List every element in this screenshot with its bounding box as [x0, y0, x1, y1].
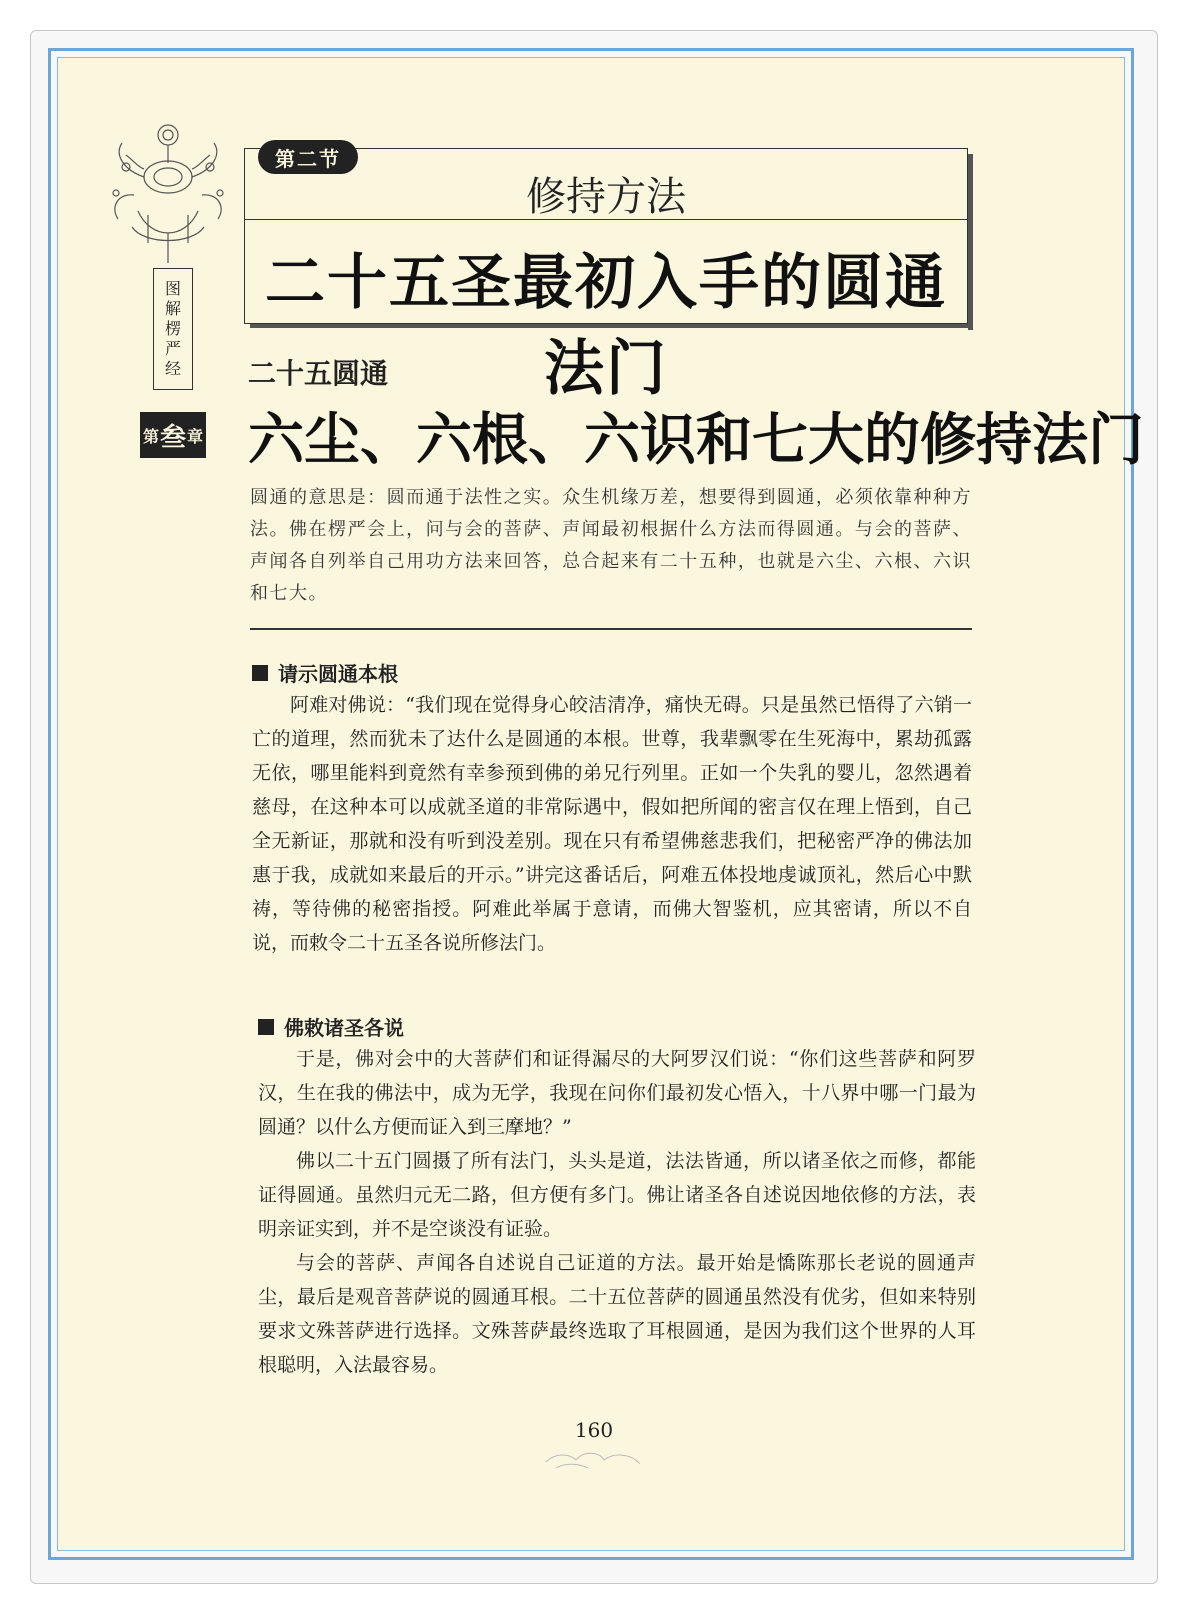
horizontal-rule: [250, 628, 972, 630]
paragraph: 与会的菩萨、声闻各自述说自己证道的方法。最开始是憍陈那长老说的圆通声尘，最后是观音菩萨说的圆通耳根。二十五位菩萨的圆通虽然没有优劣，但如来特别要求文殊菩萨进行选择。文殊菩萨最终选取了耳根圆通，是因为我们这个世界的人耳根聪明，入法最容易。: [258, 1252, 976, 1376]
square-bullet-icon: [258, 1019, 274, 1035]
square-bullet-icon: [252, 665, 268, 681]
sub-heading: [258, 1012, 404, 1041]
lotus-ornament-icon: [104, 115, 232, 265]
sub-heading: [252, 658, 398, 687]
book-title-vertical: [153, 268, 193, 390]
chapter-prefix: 第: [142, 426, 159, 446]
chapter-suffix: 章: [187, 426, 204, 446]
sub-heading-text: 佛敕诸圣各说: [284, 1016, 404, 1040]
intro-paragraph: 圆通的意思是：圆而通于法性之实。众生机缘万差，想要得到圆通，必须依靠种种方法。佛在楞严会上，问与会的菩萨、声闻最初根据什么方法而得圆通。与会的菩萨、声闻各自列举自己用功方法来回答，总合起来有二十五种，也就是六尘、六根、六识和七大。: [250, 487, 972, 604]
topic-label: 二十五圆通: [248, 357, 389, 390]
paragraph: 阿难对佛说：“我们现在觉得身心皎洁清净，痛快无碍。只是虽然已悟得了六销一亡的道理，然而犹未了达什么是圆通的本根。世尊，我辈飘零在生死海中，累劫孤露无依，哪里能料到竟然有幸参预到佛的弟兄行列里。正如一个失乳的婴儿，忽然遇着慈母，在这种本可以成就圣道的非常际遇中，假如把所闻的密言仅在理上悟到，自己全无新证，那就和没有听到没差别。现在只有希望佛慈悲我们，把秘密严净的佛法加惠于我，成就如来最后的开示。”讲完这番话后，阿难五体投地虔诚顶礼，然后心中默祷，等待佛的秘密指授。阿难此举属于意请，而佛大智鉴机，应其密请，所以不自说，而敕令二十五圣各说所修法门。: [252, 694, 972, 954]
paragraph: 于是，佛对会中的大菩萨们和证得漏尽的大阿罗汉们说：“你们这些菩萨和阿罗汉，生在我的佛法中，成为无学，我现在问你们最初发心悟入，十八界中哪一门最为圆通？以什么方便而证入到三摩地？”: [258, 1048, 976, 1138]
section-divider: [245, 219, 967, 220]
page-number: 160: [574, 1418, 614, 1442]
book-title-char: 经: [164, 359, 181, 378]
section-badge: 第二节: [258, 140, 358, 174]
section-title: 修持方法: [526, 174, 686, 220]
section-box-shadow: [968, 154, 973, 330]
paragraph: 佛以二十五门圆摄了所有法门，头头是道，法法皆通，所以诸圣依之而修，都能证得圆通。虽然归元无二路，但方便有多门。佛让诸圣各自述说因地依修的方法，表明亲证实到，并不是空谈没有证验。: [258, 1150, 976, 1240]
book-title-char: 图: [164, 279, 181, 298]
topic-heading: 六尘、六根、六识和七大的修持法门: [248, 407, 1144, 473]
body-text-block: [258, 1042, 976, 1382]
chapter-badge: [140, 412, 206, 458]
book-title-char: 解: [164, 299, 181, 318]
sub-heading-text: 请示圆通本根: [278, 662, 398, 686]
section-subtitle: 二十五圣最初入手的圆通法门: [265, 248, 947, 404]
book-title-char: 严: [164, 339, 181, 358]
book-title-char: 楞: [164, 319, 181, 338]
chapter-number: 叁: [159, 422, 186, 453]
body-text-block: [252, 688, 972, 960]
